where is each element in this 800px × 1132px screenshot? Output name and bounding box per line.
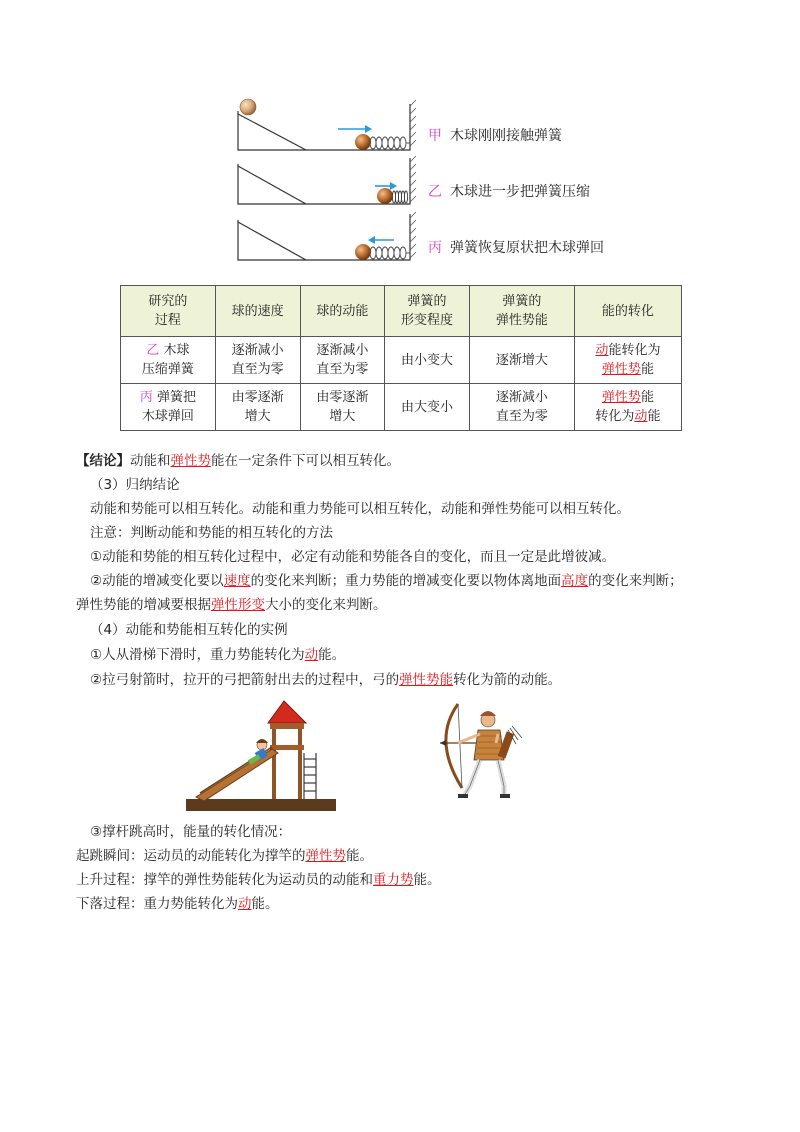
fig-label-yi: 乙 木球进一步把弹簧压缩: [428, 184, 590, 200]
paragraph-rule-2-cont: 弹性势能的增减要根据弹性形变大小的变化来判断。: [76, 597, 387, 613]
row-jia-drawing: [238, 99, 416, 150]
cell-speed: 逐渐减小 直至为零: [215, 337, 300, 384]
th-process: 研究的 过程: [121, 286, 216, 337]
energy-conversion-table: [120, 285, 682, 431]
th-deformation: 弹簧的 形变程度: [385, 286, 470, 337]
paragraph-rule-1: ①动能和势能的相互转化过程中，必定有动能和势能各自的变化，而且一定是此增彼减。: [90, 549, 616, 565]
th-elastic: 弹簧的 弹性势能: [469, 286, 574, 337]
cell-kinetic: 由零逐渐 增大: [300, 384, 385, 431]
th-speed: 球的速度: [215, 286, 300, 337]
cell-elastic: 逐渐增大: [469, 337, 574, 384]
table-row: [121, 337, 682, 384]
paragraph-rule-2: ②动能的增减变化要以速度的变化来判断；重力势能的增减变化要以物体离地面高度的变化来判断；: [90, 573, 683, 589]
fig-label-jia: 甲 木球刚刚接触弹簧: [428, 128, 562, 144]
pole-vault-rising: 上升过程：撑竿的弹性势能转化为运动员的动能和重力势能。: [76, 872, 441, 888]
cell-conversion: 弹性势能 转化为动能: [574, 384, 681, 431]
cell-elastic: 逐渐减小 直至为零: [469, 384, 574, 431]
row-bing-drawing: [238, 212, 416, 260]
example-slide: ①人从滑梯下滑时，重力势能转化为动能。: [90, 647, 346, 663]
heading-4: （4）动能和势能相互转化的实例: [90, 622, 288, 638]
th-kinetic: 球的动能: [300, 286, 385, 337]
table-row: [121, 384, 682, 431]
pole-vault-falling: 下落过程：重力势能转化为动能。: [76, 896, 279, 912]
table-header-row: [121, 286, 682, 337]
slide-illustration: [186, 693, 336, 813]
row-yi-drawing: [238, 156, 416, 204]
cell-process: 丙 弹簧把 木球弹回: [121, 384, 216, 431]
cell-kinetic: 逐渐减小 直至为零: [300, 337, 385, 384]
fig-label-bing: 丙 弹簧恢复原状把木球弹回: [428, 240, 604, 256]
paragraph-summary: 动能和势能可以相互转化。动能和重力势能可以相互转化，动能和弹性势能可以相互转化。: [90, 501, 630, 517]
conclusion-line: 【结论】动能和弹性势能在一定条件下可以相互转化。: [76, 453, 400, 469]
paragraph-note: 注意：判断动能和势能的相互转化的方法: [90, 525, 333, 541]
heading-3: （3）归纳结论: [90, 477, 180, 493]
archer-illustration: [438, 698, 530, 806]
cell-process: 乙 木球 压缩弹簧: [121, 337, 216, 384]
cell-deformation: 由小变大: [385, 337, 470, 384]
cell-deformation: 由大变小: [385, 384, 470, 431]
pole-vault-takeoff: 起跳瞬间：运动员的动能转化为撑竿的弹性势能。: [76, 848, 373, 864]
th-conversion: 能的转化: [574, 286, 681, 337]
cell-speed: 由零逐渐 增大: [215, 384, 300, 431]
cell-conversion: 动能转化为 弹性势能: [574, 337, 681, 384]
example-pole-vault: ③撑杆跳高时，能量的转化情况：: [90, 824, 292, 840]
example-bow: ②拉弓射箭时，拉开的弓把箭射出去的过程中，弓的弹性势能转化为箭的动能。: [90, 672, 562, 688]
